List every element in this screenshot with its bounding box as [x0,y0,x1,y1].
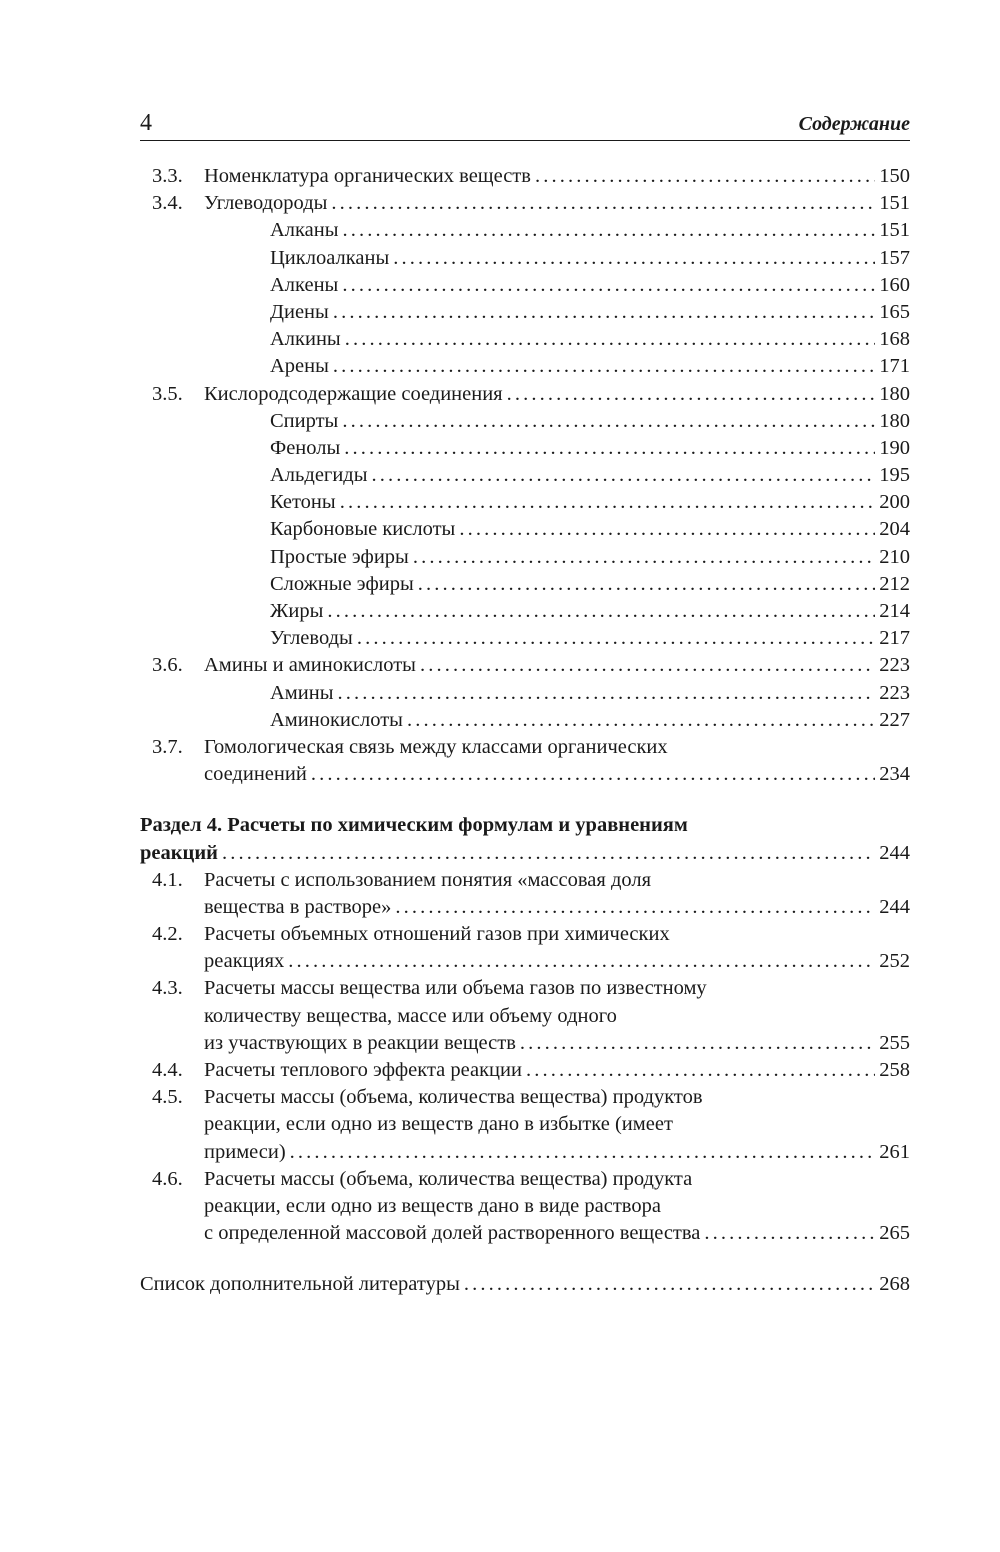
leader-dots [395,894,875,921]
entry-page: 151 [879,192,910,215]
entry-page: 261 [879,1140,910,1163]
toc-entry[interactable] [140,975,910,1057]
entry-page: 168 [879,328,910,351]
entry-page: 252 [879,950,910,973]
entry-title: Циклоалканы [204,245,393,272]
toc-entry[interactable] [140,598,910,625]
entry-number: 4.1. [152,868,183,891]
entry-title: Кислородсодержащие соединения [204,381,507,408]
toc-entry[interactable] [140,544,910,571]
entry-number: 3.5. [152,382,183,405]
entry-page: 157 [879,246,910,269]
entry-title: Углеводы [204,625,357,652]
entry-page: 160 [879,273,910,296]
part-title-line: реакций [140,840,222,867]
leader-dots [340,489,876,516]
entry-number: 3.6. [152,654,183,677]
leader-dots [704,1220,875,1247]
leader-dots [342,272,875,299]
entry-title: Амины и аминокислоты [204,652,420,679]
toc-part-heading[interactable] [140,812,910,866]
toc-entry[interactable] [140,408,910,435]
entry-page: 190 [879,436,910,459]
leader-dots [222,840,875,867]
entry-title: Углеводороды [204,190,331,217]
entry-page: 265 [879,1222,910,1245]
entry-title: Диены [204,299,333,326]
entry-page: 210 [879,545,910,568]
entry-page: 200 [879,491,910,514]
toc-entry[interactable] [140,571,910,598]
entry-title: Альдегиды [204,462,372,489]
toc-entry[interactable] [140,1166,910,1248]
entry-page: 258 [879,1059,910,1081]
entry-title-line: Расчеты объемных отношений газов при химических [204,923,670,946]
entry-page: 180 [879,409,910,432]
leader-dots [357,625,875,652]
toc-entry[interactable] [140,734,910,788]
entry-page: 244 [879,895,910,918]
entry-title: Жиры [204,598,327,625]
toc-entry[interactable] [140,625,910,652]
table-of-contents [140,163,910,1299]
entry-page: 217 [879,627,910,650]
leader-dots [288,948,875,975]
leader-dots [333,299,875,326]
toc-entry[interactable] [140,245,910,272]
entry-page: 204 [879,518,910,541]
entry-title-line: Гомологическая связь между классами органических [204,735,668,758]
header-rule [140,140,910,141]
toc-entry[interactable] [140,1084,910,1166]
leader-dots [327,598,875,625]
entry-title: Алкины [204,326,345,353]
leader-dots [459,516,875,543]
entry-page: 180 [879,382,910,405]
entry-page: 165 [879,300,910,323]
entry-title-line: примеси) [204,1139,290,1166]
toc-entry[interactable] [140,707,910,734]
toc-entry[interactable] [140,190,910,217]
entry-page: 244 [879,841,910,864]
leader-dots [331,190,875,217]
toc-entry[interactable] [140,217,910,244]
toc-entry[interactable] [140,163,910,190]
entry-title-line: Расчеты с использованием понятия «массовая доля [204,868,652,891]
leader-dots [344,435,875,462]
entry-number: 4.6. [152,1167,183,1190]
toc-entry[interactable] [140,867,910,921]
entry-page: 234 [879,763,910,786]
entry-title-line: с определенной массовой долей растворенного вещества [204,1220,704,1247]
page-number: 4 [140,110,152,136]
part-title-line: Раздел 4. Расчеты по химическим формулам и уравнениям [140,814,688,837]
entry-page: 212 [879,572,910,595]
toc-entry[interactable] [140,680,910,707]
entry-title: Амины [204,680,338,707]
entry-title-line: Расчеты массы (объема, количества вещества) продуктов [204,1086,703,1109]
toc-entry-references[interactable] [140,1271,910,1298]
entry-number: 3.4. [152,192,183,215]
entry-title: Арены [204,353,333,380]
entry-page: 268 [879,1273,910,1296]
leader-dots [418,571,876,598]
toc-entry[interactable] [140,326,910,353]
toc-entry[interactable] [140,299,910,326]
toc-entry[interactable] [140,489,910,516]
leader-dots [520,1030,875,1057]
leader-dots [333,353,875,380]
entry-title-line: реакциях [204,948,288,975]
leader-dots [464,1271,875,1298]
entry-title: Аминокислоты [204,707,407,734]
entry-title-line: реакции, если одно из веществ дано в виде раствора [204,1194,661,1217]
entry-page: 223 [879,654,910,677]
entry-title: Простые эфиры [204,544,413,571]
entry-title: Алкены [204,272,342,299]
running-title: Содержание [798,113,910,135]
entry-page: 255 [879,1031,910,1054]
leader-dots [535,163,875,190]
entry-title: Список дополнительной литературы [140,1271,464,1298]
entry-number: 3.7. [152,735,183,758]
leader-dots [372,462,876,489]
toc-entry[interactable] [140,272,910,299]
entry-title-line: реакции, если одно из веществ дано в избытке (имеет [204,1113,673,1136]
leader-dots [526,1057,875,1084]
page-header [140,108,910,138]
leader-dots [338,680,876,707]
leader-dots [393,245,875,272]
entry-title-line: количеству вещества, массе или объему одного [204,1004,617,1027]
entry-title: Сложные эфиры [204,571,418,598]
entry-title-line: соединений [204,761,311,788]
toc-entry[interactable] [140,921,910,975]
entry-title: Карбоновые кислоты [204,516,459,543]
leader-dots [311,761,875,788]
entry-number: 4.4. [152,1059,183,1081]
entry-title: Расчеты теплового эффекта реакции [204,1057,526,1084]
entry-title-line: из участвующих в реакции веществ [204,1030,520,1057]
toc-entry[interactable] [140,516,910,543]
entry-number: 4.2. [152,923,183,946]
entry-number: 3.3. [152,165,183,187]
toc-entry[interactable] [140,353,910,380]
entry-title: Номенклатура органических веществ [204,163,535,190]
entry-number: 4.5. [152,1086,183,1109]
leader-dots [343,217,876,244]
leader-dots [290,1139,876,1166]
entry-number: 4.3. [152,977,183,1000]
entry-page: 150 [879,165,910,187]
leader-dots [345,326,876,353]
leader-dots [420,652,875,679]
entry-page: 227 [879,708,910,731]
leader-dots [507,381,876,408]
entry-title: Спирты [204,408,342,435]
entry-title-line: Расчеты массы (объема, количества вещества) продукта [204,1167,693,1190]
entry-title-line: вещества в растворе» [204,894,395,921]
toc-entry[interactable] [140,462,910,489]
entry-title: Алканы [204,217,343,244]
toc-entry[interactable] [140,1057,910,1084]
entry-title: Фенолы [204,435,344,462]
toc-entry[interactable] [140,435,910,462]
entry-title: Кетоны [204,489,340,516]
entry-page: 171 [879,355,910,378]
entry-page: 195 [879,464,910,487]
entry-title-line: Расчеты массы вещества или объема газов по известному [204,977,707,1000]
entry-page: 214 [879,600,910,622]
entry-page: 223 [879,681,910,704]
leader-dots [407,707,875,734]
toc-entry[interactable] [140,652,910,679]
leader-dots [413,544,875,571]
toc-entry[interactable] [140,381,910,408]
entry-page: 151 [879,219,910,242]
leader-dots [342,408,875,435]
